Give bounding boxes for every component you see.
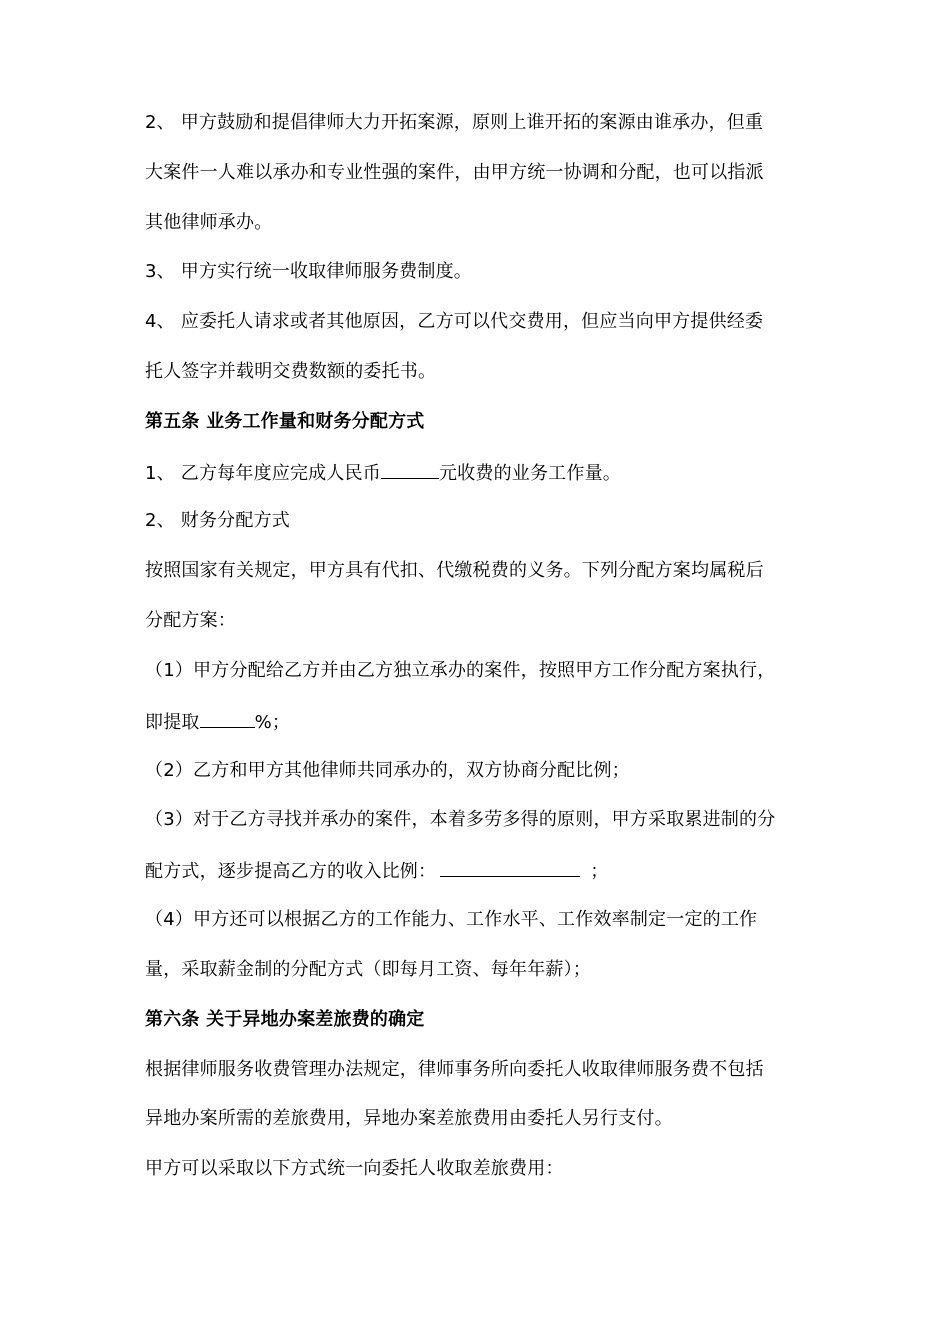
amount-blank [381,460,439,479]
option-3-text-a: 配方式，逐步提高乙方的收入比例： [145,861,437,882]
option-3-line-2 [145,858,608,884]
clause-4-item-4-line-2: 托人签字并载明交费数额的委托书。 [145,361,437,382]
option-1-text-b: %； [254,712,291,733]
clause-5-item-2: 2、 财务分配方式 [145,510,290,531]
option-3-line-1: （3）对于乙方寻找并承办的案件，本着多劳多得的原则，甲方采取累进制的分 [145,809,776,830]
clause-6-paragraph-line-1: 根据律师服务收费管理办法规定，律师事务所向委托人收取律师服务费不包括 [145,1059,764,1080]
tax-paragraph-line-1: 按照国家有关规定，甲方具有代扣、代缴税费的义务。下列分配方案均属税后 [145,560,764,581]
clause-4-item-2-line-1: 2、 甲方鼓励和提倡律师大力开拓案源，原则上谁开拓的案源由谁承办，但重 [145,112,764,133]
clause-5-item-1 [145,460,621,486]
option-2: （2）乙方和甲方其他律师共同承办的，双方协商分配比例； [145,760,630,781]
option-4-line-1: （4）甲方还可以根据乙方的工作能力、工作水平、工作效率制定一定的工作 [145,909,758,930]
option-1-line-1: （1）甲方分配给乙方并由乙方独立承办的案件，按照甲方工作分配方案执行， [145,660,776,681]
tax-paragraph-line-2: 分配方案： [145,610,236,631]
clause-5-heading: 第五条 业务工作量和财务分配方式 [145,411,425,432]
clause-5-item-1-text-b: 元收费的业务工作量。 [438,463,621,484]
clause-6-paragraph-line-3: 甲方可以采取以下方式统一向委托人收取差旅费用： [145,1158,564,1179]
clause-6-heading: 第六条 关于异地办案差旅费的确定 [145,1009,425,1030]
percent-blank [200,709,255,728]
option-1-text-a: 即提取 [145,712,200,733]
ratio-blank [440,858,580,877]
option-1-line-2 [145,709,290,735]
clause-6-paragraph-line-2: 异地办案所需的差旅费用，异地办案差旅费用由委托人另行支付。 [145,1108,673,1129]
clause-4-item-2-line-3: 其他律师承办。 [145,212,273,233]
clause-4-item-2-line-2: 大案件一人难以承办和专业性强的案件，由甲方统一协调和分配，也可以指派 [145,162,764,183]
option-4-line-2: 量，采取薪金制的分配方式（即每月工资、每年年薪）； [145,959,591,980]
clause-5-item-1-text-a: 1、 乙方每年度应完成人民币 [145,463,381,484]
clause-4-item-3: 3、 甲方实行统一收取律师服务费制度。 [145,261,472,282]
clause-4-item-4-line-1: 4、 应委托人请求或者其他原因，乙方可以代交费用，但应当向甲方提供经委 [145,311,764,332]
option-3-text-b: ； [590,861,609,882]
